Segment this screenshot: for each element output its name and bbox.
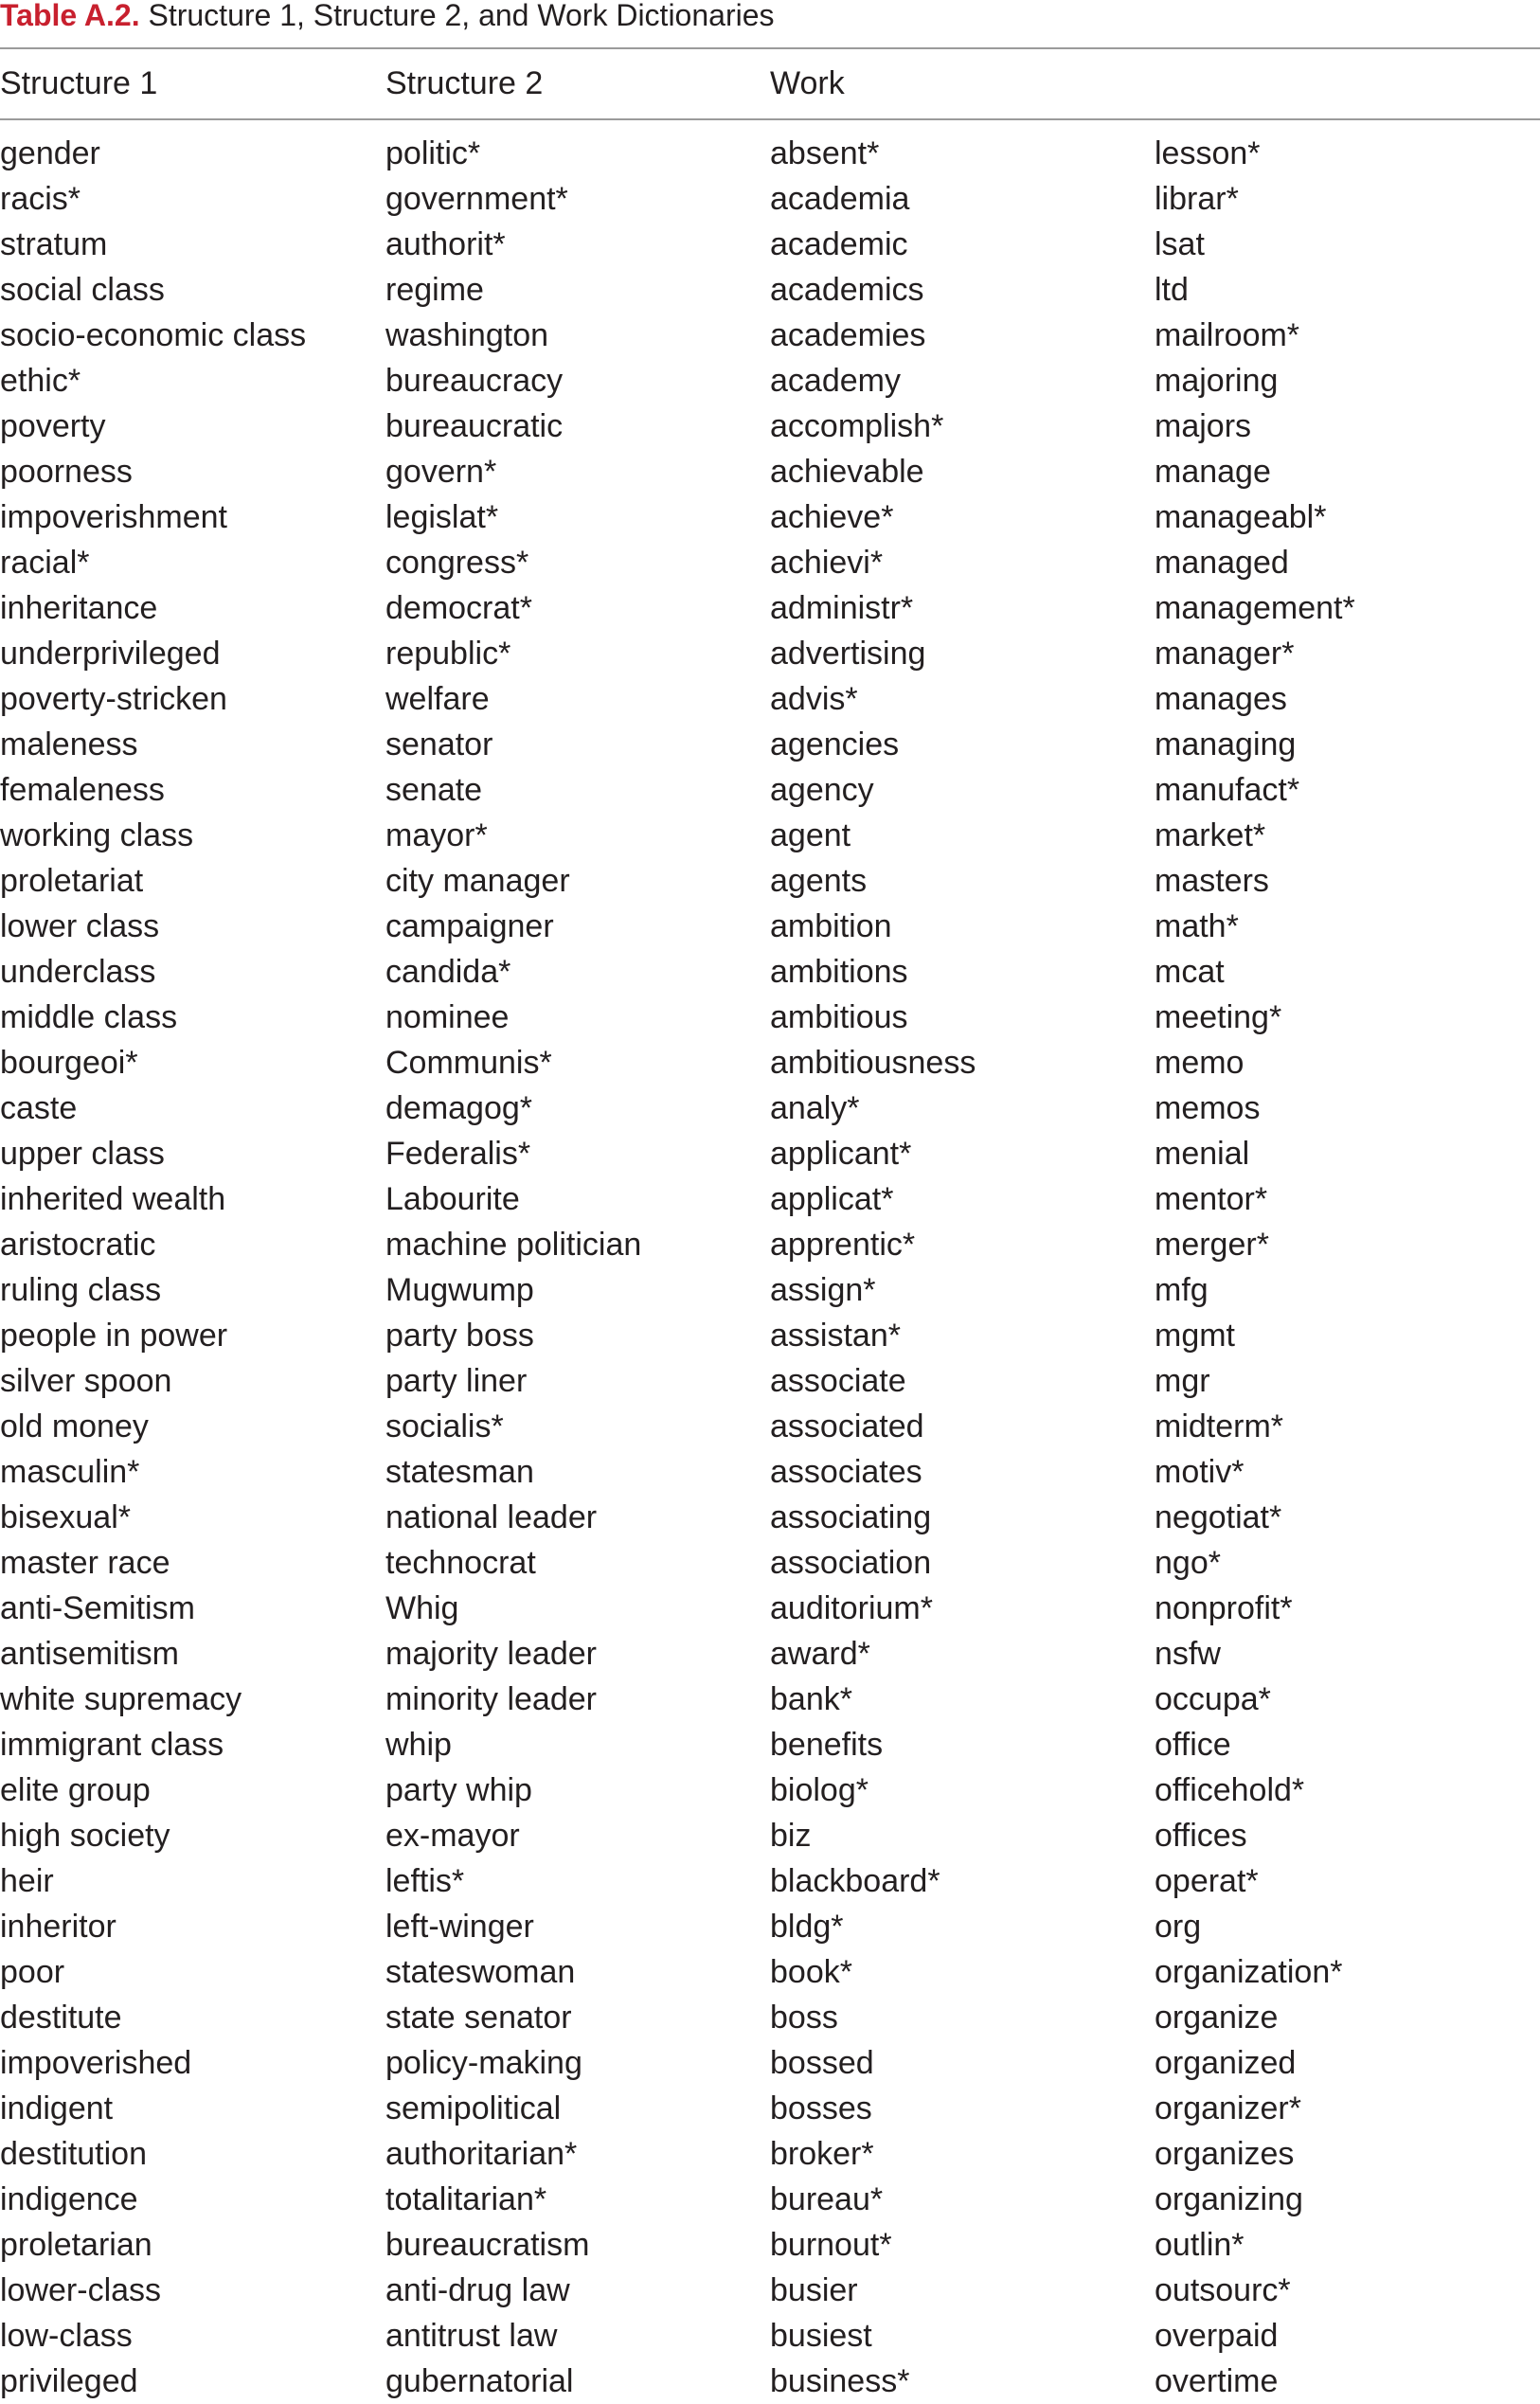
table-cell: office (1155, 1727, 1231, 1763)
table-cell: award* (770, 1636, 870, 1672)
table-cell: mgmt (1155, 1318, 1235, 1354)
table-cell: occupa* (1155, 1681, 1271, 1717)
table-cell: high society (0, 1818, 170, 1854)
table-cell: lower-class (0, 2272, 162, 2308)
table-cell: management* (1155, 590, 1355, 626)
table-cell: academy (770, 363, 901, 399)
table-cell: apprentic* (770, 1227, 916, 1263)
table-cell: upper class (0, 1136, 165, 1172)
table-cell: Mugwump (385, 1272, 534, 1308)
table-cell: ambitious (770, 999, 908, 1035)
table-cell: statesman (385, 1454, 534, 1490)
table-cell: socio-economic class (0, 317, 307, 353)
table-cell: lesson* (1155, 135, 1261, 171)
table-cell: gender (0, 135, 100, 171)
table-cell: operat* (1155, 1863, 1259, 1899)
table-cell: welfare (385, 681, 490, 717)
table-cell: auditorium* (770, 1590, 933, 1626)
table-cell: republic* (385, 636, 511, 672)
table-cell: democrat* (385, 590, 532, 626)
table-cell: bisexual* (0, 1499, 131, 1535)
table-cell: indigence (0, 2181, 138, 2217)
table-cell: regime (385, 272, 484, 308)
table-header (0, 47, 1540, 118)
table-cell: book* (770, 1954, 852, 1990)
table-cell: bldg* (770, 1909, 844, 1945)
table-cell: poorness (0, 454, 133, 490)
table-cell: caste (0, 1090, 78, 1126)
column-structure-2 (385, 131, 641, 2404)
table-cell: academia (770, 181, 910, 217)
table-cell: academics (770, 272, 924, 308)
table-cell: nominee (385, 999, 510, 1035)
table-cell: blackboard* (770, 1863, 940, 1899)
table-cell: bureaucracy (385, 363, 564, 399)
table-cell: associating (770, 1499, 932, 1535)
table-cell: busiest (770, 2318, 872, 2354)
header-work: Work (770, 65, 845, 101)
table-cell: party boss (385, 1318, 534, 1354)
table-cell: Whig (385, 1590, 459, 1626)
table-cell: manages (1155, 681, 1287, 717)
table-cell: ltd (1155, 272, 1189, 308)
table-cell: broker* (770, 2136, 874, 2172)
table-cell: low-class (0, 2318, 133, 2354)
table-cell: memos (1155, 1090, 1261, 1126)
table-cell: antitrust law (385, 2318, 558, 2354)
table-cell: party whip (385, 1772, 532, 1808)
table-cell: whip (385, 1727, 452, 1763)
table-cell: stratum (0, 226, 108, 262)
table-cell: policy-making (385, 2045, 582, 2081)
table-cell: manufact* (1155, 772, 1300, 808)
table-cell: congress* (385, 545, 529, 581)
table-cell: merger* (1155, 1227, 1269, 1263)
table-cell: mfg (1155, 1272, 1209, 1308)
table-cell: mailroom* (1155, 317, 1300, 353)
table-cell: bureaucratism (385, 2227, 590, 2263)
table-cell: meeting* (1155, 999, 1282, 1035)
table-cell: candida* (385, 954, 511, 990)
table-cell: Labourite (385, 1181, 520, 1217)
table-caption (0, 0, 775, 34)
table-cell: immigrant class (0, 1727, 224, 1763)
table-cell: party liner (385, 1363, 528, 1399)
table-cell: washington (385, 317, 549, 353)
table-cell: midterm* (1155, 1408, 1284, 1444)
table-cell: benefits (770, 1727, 884, 1763)
table-cell: ambitions (770, 954, 908, 990)
table-cell: authorit* (385, 226, 506, 262)
table-cell: officehold* (1155, 1772, 1305, 1808)
table-cell: city manager (385, 863, 570, 899)
table-cell: racial* (0, 545, 90, 581)
table-cell: destitution (0, 2136, 147, 2172)
table-cell: achieve* (770, 499, 894, 535)
table-cell: ruling class (0, 1272, 162, 1308)
table-cell: indigent (0, 2090, 114, 2126)
table-cell: outsourc* (1155, 2272, 1291, 2308)
table-cell: poor (0, 1954, 65, 1990)
table-cell: lsat (1155, 226, 1205, 262)
table-cell: elite group (0, 1772, 151, 1808)
table-cell: inheritor (0, 1909, 116, 1945)
table-cell: ambitiousness (770, 1045, 976, 1081)
table-cell: totalitarian* (385, 2181, 547, 2217)
table-cell: demagog* (385, 1090, 533, 1126)
table-cell: bureaucratic (385, 408, 564, 444)
table-cell: accomplish* (770, 408, 944, 444)
table-cell: white supremacy (0, 1681, 242, 1717)
table-cell: manager* (1155, 636, 1295, 672)
table-cell: mayor* (385, 817, 488, 853)
table-cell: ethic* (0, 363, 81, 399)
table-cell: nsfw (1155, 1636, 1221, 1672)
table-cell: government* (385, 181, 568, 217)
table-cell: destitute (0, 2000, 122, 2036)
table-cell: working class (0, 817, 194, 853)
table-cell: biolog* (770, 1772, 868, 1808)
table-cell: absent* (770, 135, 880, 171)
table-cell: technocrat (385, 1545, 536, 1581)
header-structure-1: Structure 1 (0, 65, 158, 101)
table-cell: biz (770, 1818, 812, 1854)
table-cell: mcat (1155, 954, 1225, 990)
table-cell: poverty-stricken (0, 681, 227, 717)
table-cell: people in power (0, 1318, 228, 1354)
table-cell: applicat* (770, 1181, 894, 1217)
table-cell: middle class (0, 999, 178, 1035)
table-cell: state senator (385, 2000, 572, 2036)
table-cell: advertising (770, 636, 926, 672)
table-cell: proletarian (0, 2227, 152, 2263)
table-cell: social class (0, 272, 165, 308)
table-cell: busier (770, 2272, 858, 2308)
table-cell: analy* (770, 1090, 860, 1126)
table-cell: org (1155, 1909, 1202, 1945)
table-cell: organization* (1155, 1954, 1343, 1990)
table-cell: underprivileged (0, 636, 221, 672)
table-cell: majors (1155, 408, 1252, 444)
table-cell: authoritarian* (385, 2136, 578, 2172)
table-cell: organizing (1155, 2181, 1303, 2217)
table-cell: antisemitism (0, 1636, 179, 1672)
table-cell: managed (1155, 545, 1289, 581)
table-cell: maleness (0, 727, 138, 762)
table-cell: organize (1155, 2000, 1279, 2036)
table-cell: achievable (770, 454, 924, 490)
table-cell: burnout* (770, 2227, 892, 2263)
table-cell: academies (770, 317, 926, 353)
table-cell: manageabl* (1155, 499, 1327, 535)
table-cell: negotiat* (1155, 1499, 1282, 1535)
table-cell: ambition (770, 908, 892, 944)
table-cell: machine politician (385, 1227, 642, 1263)
table-cell: anti-Semitism (0, 1590, 195, 1626)
table-cell: offices (1155, 1818, 1247, 1854)
table-cell: organizer* (1155, 2090, 1301, 2126)
column-work-continued (1155, 131, 1355, 2404)
table-cell: overpaid (1155, 2318, 1279, 2354)
table-cell: advis* (770, 681, 858, 717)
header-structure-2: Structure 2 (385, 65, 544, 101)
table-cell: motiv* (1155, 1454, 1245, 1490)
table-cell: heir (0, 1863, 54, 1899)
table-cell: manage (1155, 454, 1271, 490)
header-rule (0, 118, 1540, 120)
table-cell: associated (770, 1408, 924, 1444)
table-number: Table A.2. (0, 0, 140, 32)
table-cell: femaleness (0, 772, 165, 808)
table-cell: ngo* (1155, 1545, 1221, 1581)
table-cell: govern* (385, 454, 497, 490)
table-cell: math* (1155, 908, 1239, 944)
table-cell: bosses (770, 2090, 872, 2126)
table-cell: agencies (770, 727, 900, 762)
table-cell: assign* (770, 1272, 876, 1308)
table-cell: organized (1155, 2045, 1297, 2081)
table-cell: impoverishment (0, 499, 227, 535)
table-cell: overtime (1155, 2363, 1279, 2399)
table-cell: association (770, 1545, 932, 1581)
table-cell: silver spoon (0, 1363, 172, 1399)
table-cell: anti-drug law (385, 2272, 570, 2308)
table-cell: majoring (1155, 363, 1279, 399)
table-cell: privileged (0, 2363, 138, 2399)
table-cell: outlin* (1155, 2227, 1245, 2263)
table-cell: nonprofit* (1155, 1590, 1293, 1626)
table-cell: business* (770, 2363, 910, 2399)
table-cell: boss (770, 2000, 838, 2036)
table-cell: aristocratic (0, 1227, 156, 1263)
table-title: Structure 1, Structure 2, and Work Dictionaries (148, 0, 775, 32)
table-cell: inheritance (0, 590, 158, 626)
table-cell: Communis* (385, 1045, 552, 1081)
table-cell: librar* (1155, 181, 1239, 217)
table-cell: masters (1155, 863, 1269, 899)
table-cell: gubernatorial (385, 2363, 574, 2399)
table-cell: administr* (770, 590, 914, 626)
table-cell: leftis* (385, 1863, 465, 1899)
table-cell: impoverished (0, 2045, 192, 2081)
table-cell: memo (1155, 1045, 1245, 1081)
table-cell: master race (0, 1545, 170, 1581)
table-cell: legislat* (385, 499, 499, 535)
table-cell: majority leader (385, 1636, 597, 1672)
table-cell: applicant* (770, 1136, 912, 1172)
table-cell: mentor* (1155, 1181, 1268, 1217)
table-cell: senator (385, 727, 493, 762)
column-structure-1 (0, 131, 306, 2404)
table-cell: campaigner (385, 908, 554, 944)
table-cell: politic* (385, 135, 481, 171)
table-cell: academic (770, 226, 908, 262)
table-cell: agents (770, 863, 868, 899)
table-cell: menial (1155, 1136, 1250, 1172)
table-cell: bank* (770, 1681, 852, 1717)
table-cell: racis* (0, 181, 81, 217)
table-cell: underclass (0, 954, 156, 990)
table-cell: Federalis* (385, 1136, 531, 1172)
table-cell: minority leader (385, 1681, 597, 1717)
table-cell: managing (1155, 727, 1297, 762)
table-cell: poverty (0, 408, 106, 444)
table-cell: proletariat (0, 863, 144, 899)
table-cell: bossed (770, 2045, 874, 2081)
table-cell: bureau* (770, 2181, 884, 2217)
table-cell: assistan* (770, 1318, 901, 1354)
table-cell: inherited wealth (0, 1181, 226, 1217)
table-cell: left-winger (385, 1909, 534, 1945)
table-cell: market* (1155, 817, 1266, 853)
column-work (770, 131, 976, 2404)
table-cell: stateswoman (385, 1954, 576, 1990)
table-cell: senate (385, 772, 483, 808)
table-cell: organizes (1155, 2136, 1295, 2172)
table-cell: agent (770, 817, 851, 853)
table-cell: lower class (0, 908, 160, 944)
table-cell: old money (0, 1408, 149, 1444)
table-cell: bourgeoi* (0, 1045, 138, 1081)
table-cell: associates (770, 1454, 922, 1490)
table-cell: ex-mayor (385, 1818, 520, 1854)
table-cell: national leader (385, 1499, 598, 1535)
table-cell: semipolitical (385, 2090, 562, 2126)
table-cell: mgr (1155, 1363, 1210, 1399)
table-cell: associate (770, 1363, 906, 1399)
table-cell: masculin* (0, 1454, 140, 1490)
table-cell: achievi* (770, 545, 884, 581)
table-cell: socialis* (385, 1408, 504, 1444)
table-cell: agency (770, 772, 874, 808)
